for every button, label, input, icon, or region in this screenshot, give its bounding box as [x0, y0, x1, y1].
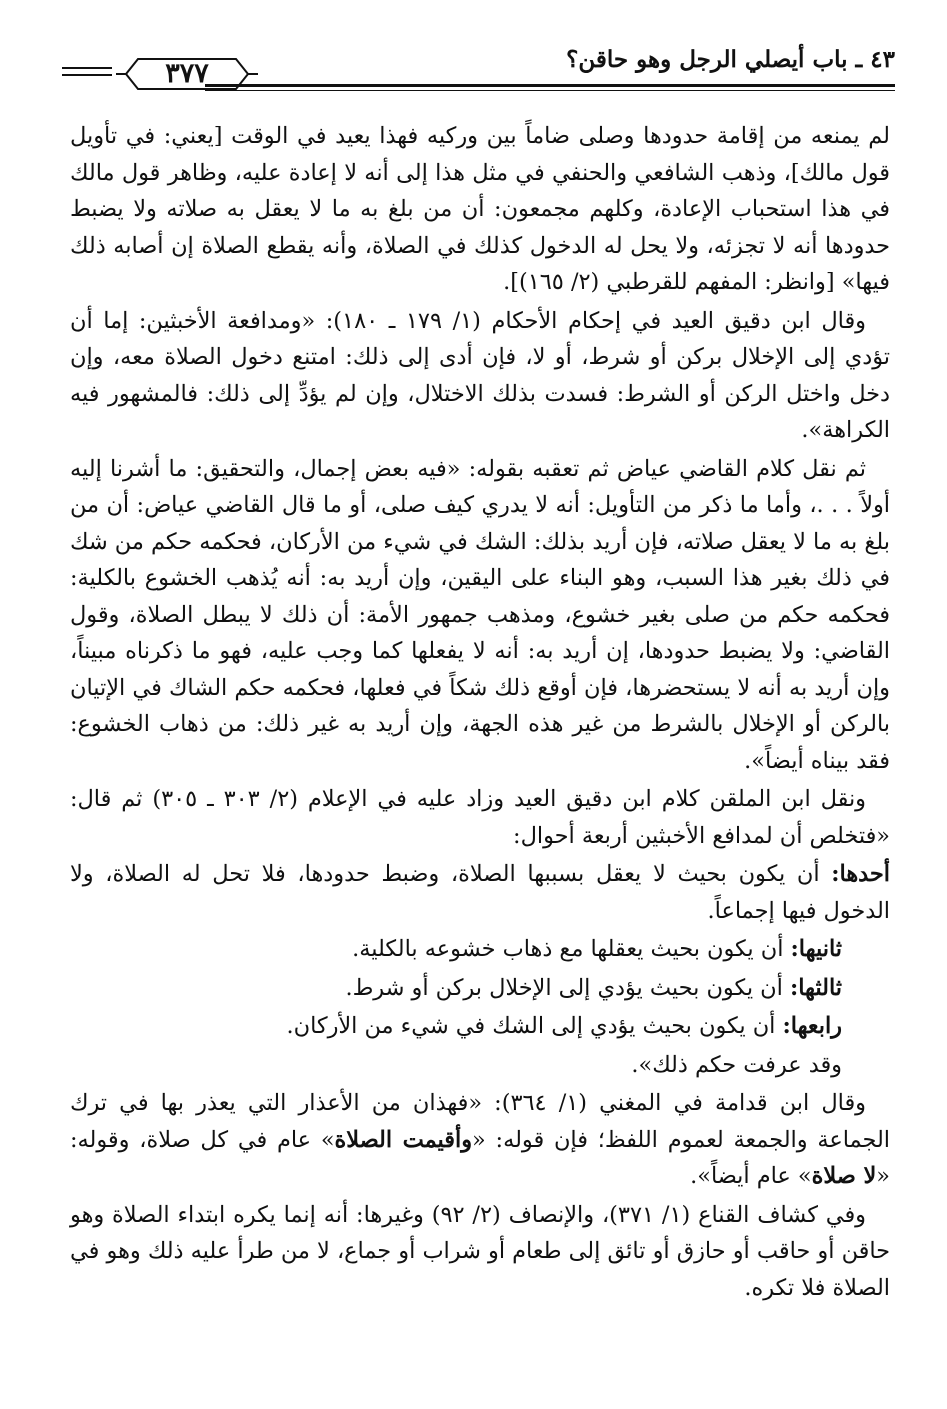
ibn-qudama-text-b: » عام في كل صلاة، وقوله: «: [70, 1126, 890, 1189]
page-header: [62, 40, 895, 100]
case-2-label: ثانيها:: [790, 936, 842, 962]
quote-aqimat-salah: وأقيمت الصلاة: [334, 1126, 473, 1153]
paragraph-1: لم يمنعه من إقامة حدودها وصلى ضاماً بين وركيه فهذا يعيد في الوقت [يعني: في تأويل قول مالك]، وذهب الشافعي والحنفي في مثل هذا إلى أنه لا إعادة عليه، وظاهر قول مالك في هذا استحباب الإعادة، وكلهم مجمعون: أن من بلغ به ما لا يعقل به صلاته ولا يضبط حدودها أنه لا تجزئه، ولا يحل له الدخول كذلك في الصلاة، وأنه يقطع الصلاة إن أصابه ذلك فيها» [وانظر: المفهم للقرطبي (٢/ ١٦٥)].: [70, 123, 890, 295]
case-2: [70, 931, 890, 968]
case-3: [70, 970, 890, 1007]
case-1-text: أن يكون بحيث لا يعقل بسببها الصلاة، وضبط حدودها، فلا تحل له الصلاة، ولا الدخول فيها إجماعاً.: [70, 861, 890, 924]
quote-la-salah: لا صلاة: [811, 1163, 877, 1189]
case-4: [70, 1008, 890, 1045]
ibn-qudama-text-a: وقال ابن قدامة في المغني (١/ ٣٦٤): «فهذان من الأعذار التي يعذر بها في ترك الجماعة والجمعة لعموم اللفظ؛ فإن قوله: «: [70, 1090, 890, 1153]
paragraph-3: ثم نقل كلام القاضي عياض ثم تعقبه بقوله: «فيه بعض إجمال، والتحقيق: ما أشرنا إليه أولاً . . .، وأما ما ذكر من التأويل: أنه لا يدري كيف صلى، أو ما قال القاضي عياض: أن من بلغ به ما لا يعقل صلاته، فإن أريد بذلك: الشك في شيء من الأركان، فحكمه حكم من شك في ذلك بغير هذا السبب، وهو البناء على اليقين، وإن أريد به: أنه يُذهب الخشوع بالكلية: فحكمه حكم من صلى بغير خشوع، ومذهب جمهور الأمة: أن ذلك لا يبطل الصلاة، وقول القاضي: ولا يضبط حدودها، إن أريد به: أنه لا يفعلها كما وجب عليه، فهو ما ذكرناه مبيناً، وإن أريد به أنه لا يستحضرها، فإن أوقع ذلك شكاً في فعلها، فحكمه حكم الشاك في الإتيان بالركن أو الإخلال بالشرط من غير هذه الجهة، وإن أريد به غير ذلك: من ذهاب الخشوع: فقد بيناه أيضاً».: [70, 455, 890, 774]
case-4-label: رابعها:: [782, 1013, 842, 1039]
case-4-text: أن يكون بحيث يؤدي إلى الشك في شيء من الأركان.: [286, 1013, 783, 1039]
ibn-qudama-text-c: » عام أيضاً».: [690, 1163, 812, 1189]
cases-conclusion: وقد عرفت حكم ذلك».: [631, 1051, 842, 1078]
case-1-label: أحدها:: [831, 861, 890, 887]
left-rules: [62, 67, 112, 81]
case-3-text: أن يكون بحيث يؤدي إلى الإخلال بركن أو شرط.: [345, 974, 790, 1001]
header-rule-thick: [205, 84, 895, 87]
case-2-text: أن يكون بحيث يعقلها مع ذهاب خشوعه بالكلية.: [352, 936, 791, 962]
header-rule-thin: [205, 90, 895, 91]
page-number: ٣٧٧: [165, 58, 209, 89]
body-text: [70, 118, 890, 1306]
case-3-label: ثالثها:: [789, 974, 842, 1001]
paragraph-4: ونقل ابن الملقن كلام ابن دقيق العيد وزاد عليه في الإعلام (٢/ ٣٠٣ ـ ٣٠٥) ثم قال: «فتخلص أن لمدافع الأخبثين أربعة أحوال:: [70, 786, 890, 849]
page-number-frame: [112, 55, 262, 93]
case-1: [70, 856, 890, 929]
paragraph-2: وقال ابن دقيق العيد في إحكام الأحكام (١/ ١٧٩ ـ ١٨٠): «ومدافعة الأخبثين: إما أن تؤدي إلى الإخلال بركن أو شرط، أو لا، فإن أدى إلى ذلك: امتنع دخول الصلاة معه، وإن دخل واختل الركن أو الشرط: فسدت بذلك الاختلال، وإن لم يؤدِّ إلى ذلك: فالمشهور فيه الكراهة».: [70, 307, 890, 443]
paragraph-kashaf: وفي كشاف القناع (١/ ٣٧١)، والإنصاف (٢/ ٩٢) وغيرها: أنه إنما يكره ابتداء الصلاة وهو حاقن أو حاقب أو حازق أو تائق إلى طعام أو شراب أو جماع، لا من طرأ عليه ذلك وهو في الصلاة فلا تكره.: [70, 1201, 890, 1301]
paragraph-ibn-qudama: [70, 1085, 890, 1195]
chapter-title: ٤٣ ـ باب أيصلي الرجل وهو حاقن؟: [566, 46, 895, 73]
